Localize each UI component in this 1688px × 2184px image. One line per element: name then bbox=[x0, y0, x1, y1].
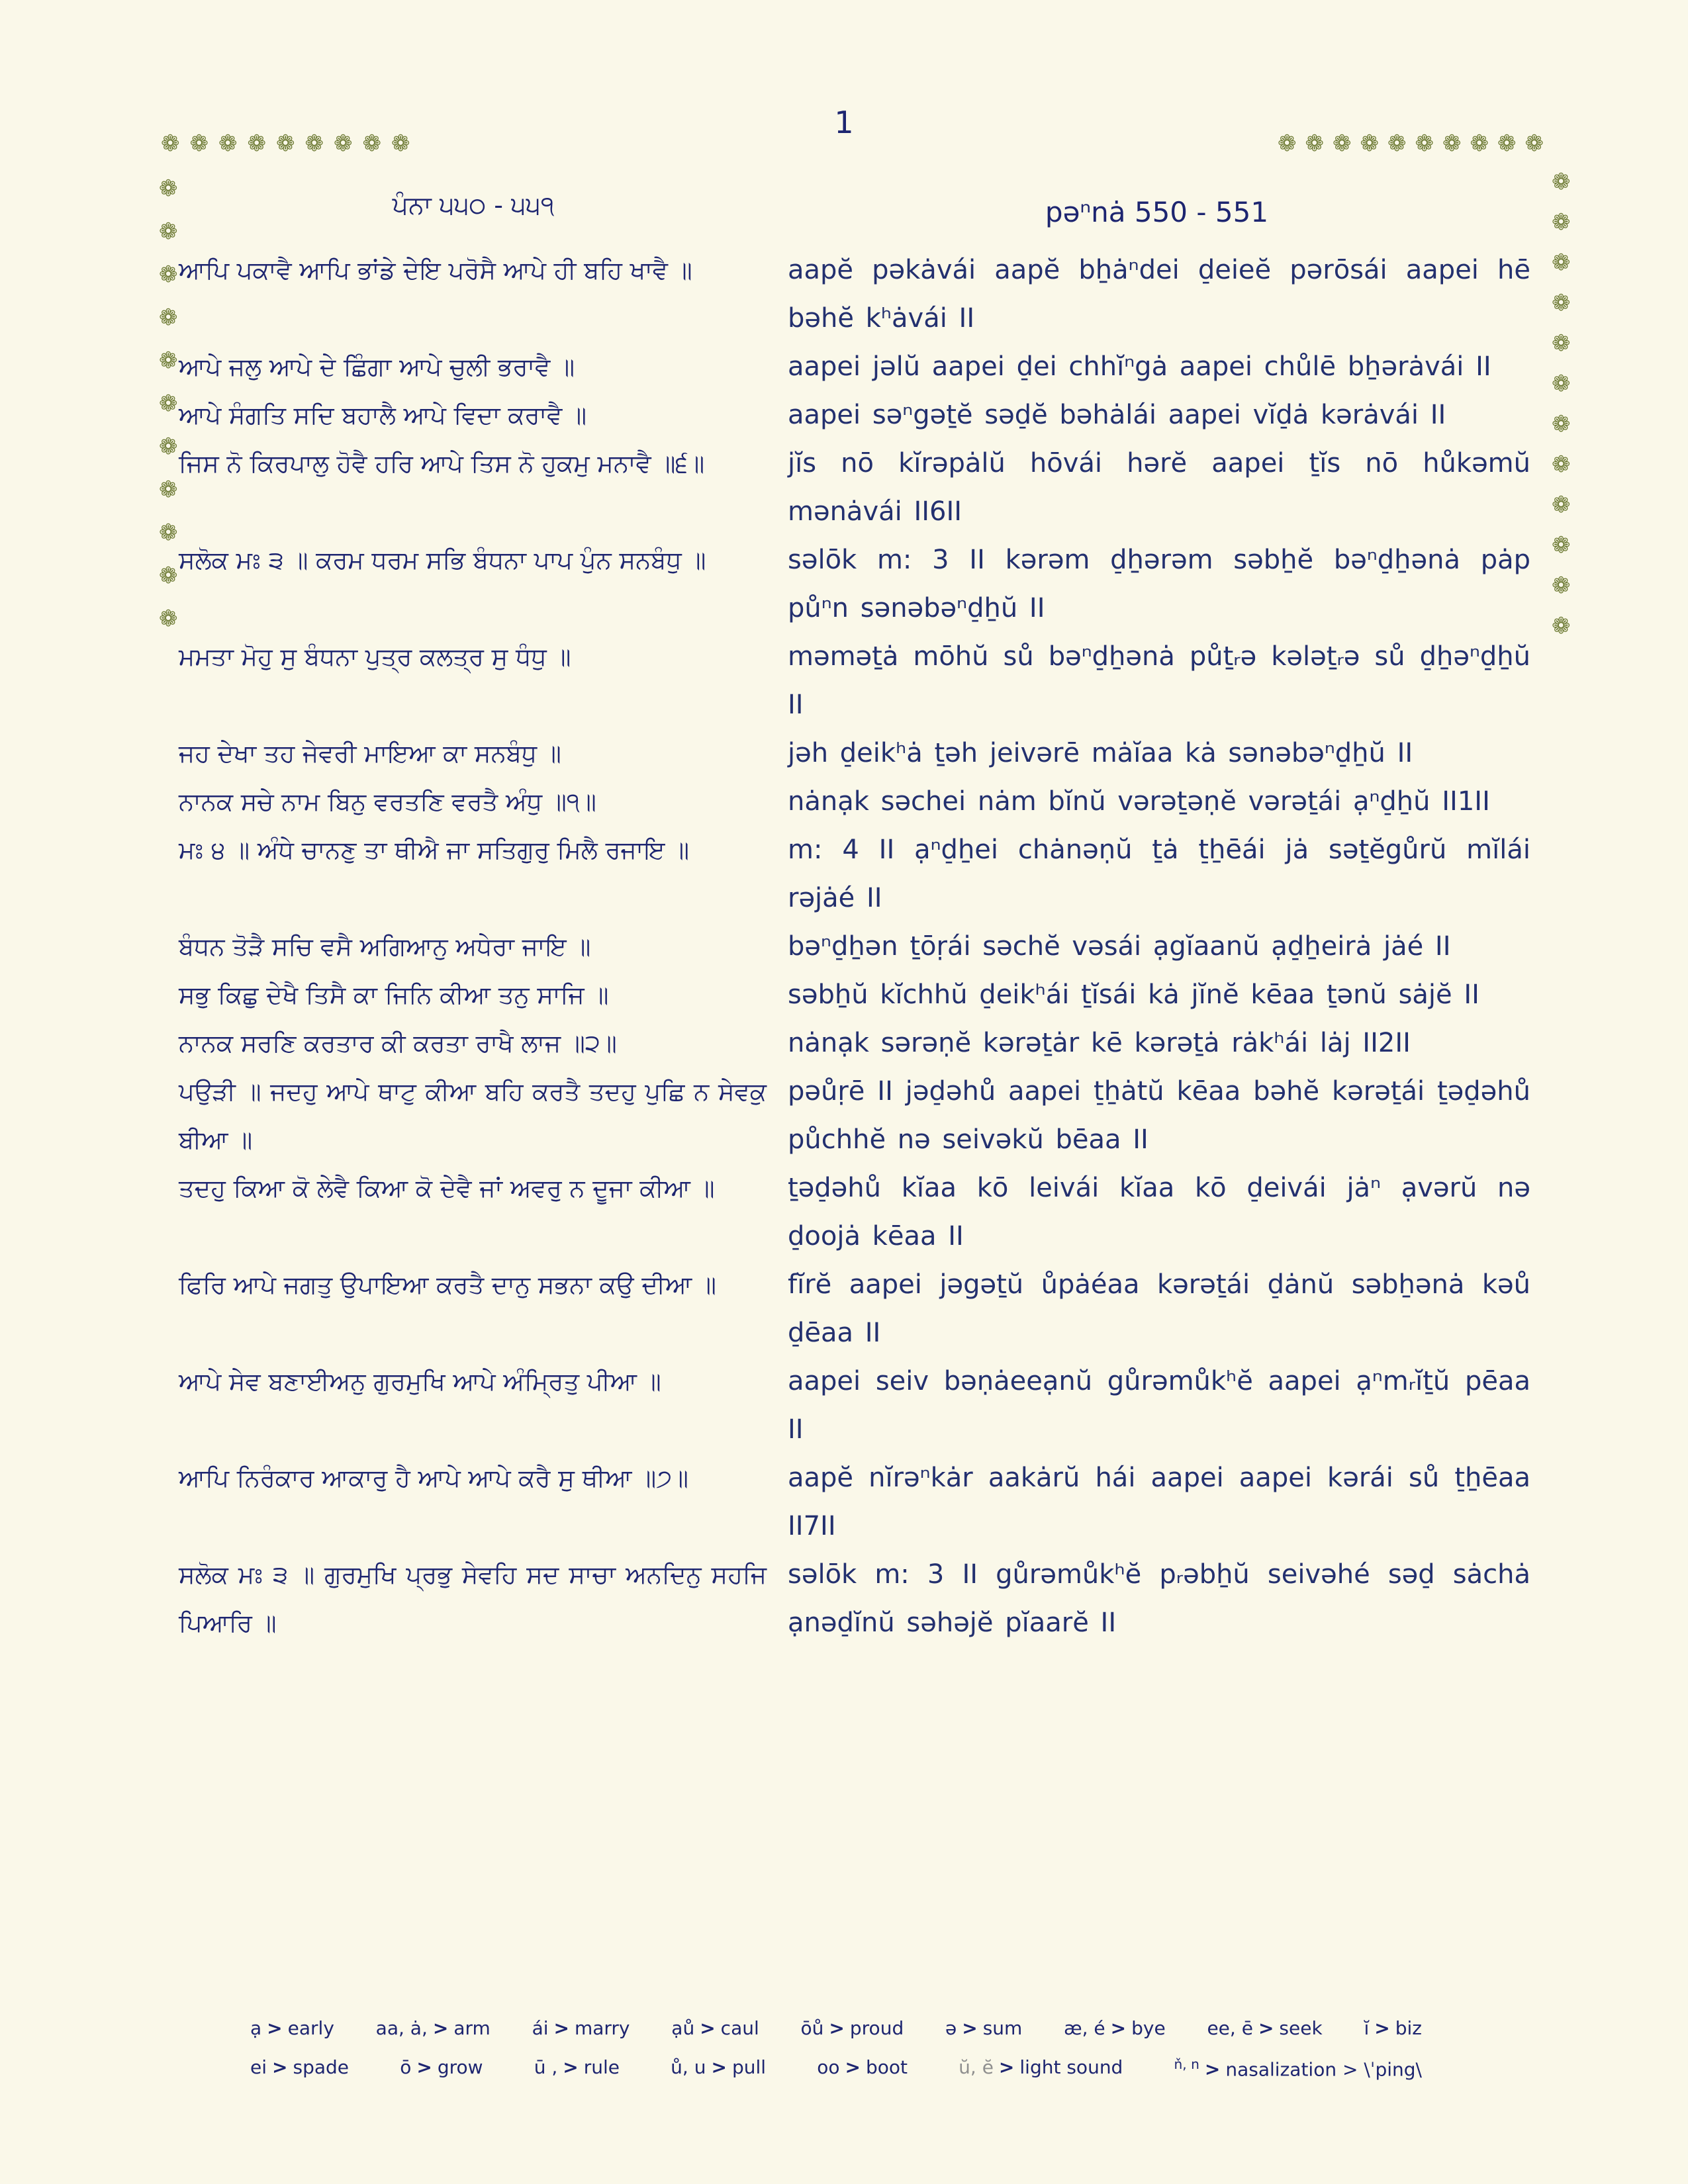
greater-than-separator: > bbox=[267, 2017, 283, 2039]
flower-border-left bbox=[159, 177, 178, 630]
verse-roman-text: səlōk m: 3 II gůrəmůkʰĕ pᵣəbẖŭ seivəhé səd̠ sȧchȧ ạnəd̠ĭnŭ səhəjĕ pĭaarĕ II bbox=[788, 1559, 1530, 1638]
flower-icon: ❁ bbox=[1552, 572, 1571, 599]
flower-icon: ❁ bbox=[1442, 130, 1462, 157]
pronunciation-key-item bbox=[534, 2056, 620, 2080]
pronunciation-key-item bbox=[671, 2056, 766, 2080]
verse-gurmukhi-text: ਬੰਧਨ ਤੋੜੈ ਸਚਿ ਵਸੈ ਅਗਿਆਨੁ ਅਧੇਰਾ ਜਾਇ ॥ bbox=[179, 933, 591, 961]
verse-roman-text: aapei jəlŭ aapei d̠ei chhĭⁿgȧ aapei chůlē bẖərȧvái II bbox=[788, 351, 1491, 382]
verse-row bbox=[179, 923, 1530, 971]
verse-roman-text: nȧnạk səchei nȧm bĭnŭ vərəṯəṇĕ vərəṯái ạⁿd̠ẖŭ II1II bbox=[788, 786, 1490, 817]
verse-roman-text: aapei seiv bəṇȧeeạnŭ gůrəmůkʰĕ aapei ạⁿmᵣĭṯŭ pēaa II bbox=[788, 1366, 1530, 1445]
greater-than-separator: > bbox=[272, 2056, 288, 2078]
verse-roman-text: aapei səⁿgəṯĕ səd̠ĕ bəhȧlái aapei vĭd̠ȧ kərȧvái II bbox=[788, 400, 1446, 430]
greater-than-separator: > bbox=[416, 2056, 432, 2078]
pronunciation-example-word: early bbox=[287, 2017, 334, 2039]
greater-than-separator: > bbox=[1204, 2058, 1221, 2081]
greater-than-separator: > bbox=[553, 2017, 569, 2039]
verse-row bbox=[179, 826, 1530, 923]
verse-roman-text: məməṯȧ mōhŭ sů bəⁿd̠ẖənȧ půṯᵣə kələṯᵣə sů d̠ẖəⁿd̠ẖŭ II bbox=[788, 641, 1530, 720]
verse-gurmukhi-text: ਆਪਿ ਪਕਾਵੈ ਆਪਿ ਭਾਂਡੇ ਦੇਇ ਪਰੋਸੈ ਆਪੇ ਹੀ ਬਹਿ ਖਾਵੈ ॥ bbox=[179, 256, 692, 285]
verse-row bbox=[179, 1019, 1530, 1068]
verse-roman-text: nȧnạk sərəṇĕ kərəṯȧr kē kərəṯȧ rȧkʰái lȧj II2II bbox=[788, 1028, 1411, 1058]
greater-than-separator: > bbox=[711, 2056, 727, 2078]
pronunciation-key-item bbox=[671, 2017, 759, 2039]
pronunciation-example-word: bye bbox=[1131, 2017, 1166, 2039]
verse-roman-text: səlōk m: 3 II kərəm d̠ẖərəm səbẖĕ bəⁿd̠ẖənȧ pȧp půⁿn sənəbəⁿd̠ẖŭ II bbox=[788, 545, 1530, 623]
pronunciation-key-item bbox=[817, 2056, 908, 2080]
verse-row bbox=[179, 1551, 1530, 1647]
verse-rows-container bbox=[179, 246, 1530, 1647]
pronunciation-key-item bbox=[250, 2056, 349, 2080]
flower-icon: ❁ bbox=[1305, 130, 1324, 157]
pronunciation-key-item bbox=[1174, 2056, 1422, 2080]
header-roman-panna: pəⁿnȧ 550 - 551 bbox=[1045, 196, 1269, 228]
flower-icon: ❁ bbox=[159, 477, 178, 503]
verse-gurmukhi-text: ਆਪੇ ਸੰਗਤਿ ਸਦਿ ਬਹਾਲੈ ਆਪੇ ਵਿਦਾ ਕਰਾਵੈ ॥ bbox=[179, 401, 587, 430]
flower-icon: ❁ bbox=[391, 130, 410, 157]
flower-icon: ❁ bbox=[1552, 451, 1571, 478]
flower-icon: ❁ bbox=[1552, 209, 1571, 236]
flower-icon: ❁ bbox=[159, 390, 178, 417]
pronunciation-symbol: ĭ bbox=[1364, 2017, 1370, 2039]
pronunciation-example-word: arm bbox=[453, 2017, 491, 2039]
greater-than-separator: > bbox=[962, 2017, 978, 2039]
verse-gurmukhi-text: ਸਲੋਕ ਮਃ ੩ ॥ ਕਰਮ ਧਰਮ ਸਭਿ ਬੰਧਨਾ ਪਾਪ ਪੁੰਨ ਸਨਬੰਧੁ ॥ bbox=[179, 546, 706, 574]
verse-row bbox=[179, 729, 1530, 778]
flower-icon: ❁ bbox=[1552, 250, 1571, 276]
verse-gurmukhi-text: ਨਾਨਕ ਸਰਣਿ ਕਰਤਾਰ ਕੀ ਕਰਤਾ ਰਾਖੈ ਲਾਜ ॥੨॥ bbox=[179, 1029, 617, 1058]
verse-gurmukhi-text: ਪਉੜੀ ॥ ਜਦਹੁ ਆਪੇ ਥਾਟੁ ਕੀਆ ਬਹਿ ਕਰਤੈ ਤਦਹੁ ਪੁਛਿ ਨ ਸੇਵਕੁ ਬੀਆ ॥ bbox=[179, 1077, 767, 1154]
pronunciation-symbol: ə bbox=[945, 2017, 957, 2039]
flower-icon: ❁ bbox=[159, 520, 178, 546]
pronunciation-example-word: grow bbox=[437, 2056, 483, 2078]
header-gurmukhi-panna: ਪੰਨਾ ੫੫੦ - ੫੫੧ bbox=[392, 191, 555, 220]
flower-icon: ❁ bbox=[159, 261, 178, 288]
verse-row bbox=[179, 1164, 1530, 1261]
pronunciation-example-word: biz bbox=[1395, 2017, 1422, 2039]
flower-icon: ❁ bbox=[1415, 130, 1434, 157]
flower-icon: ❁ bbox=[1552, 371, 1571, 397]
pronunciation-example-word: boot bbox=[865, 2056, 908, 2078]
greater-than-separator: > bbox=[829, 2017, 845, 2039]
greater-than-separator: > bbox=[700, 2017, 716, 2039]
flower-icon: ❁ bbox=[218, 130, 238, 157]
pronunciation-key-item bbox=[959, 2056, 1123, 2080]
greater-than-separator: > bbox=[432, 2017, 449, 2039]
verse-row bbox=[179, 971, 1530, 1019]
greater-than-separator: > bbox=[1258, 2017, 1274, 2039]
flower-icon: ❁ bbox=[1524, 130, 1544, 157]
verse-roman-text: aapĕ pəkȧvái aapĕ bẖȧⁿdei d̠eieĕ pərōsái aapei hē bəhĕ kʰȧvái II bbox=[788, 255, 1530, 334]
pronunciation-example-word: spade bbox=[293, 2056, 350, 2078]
flower-icon: ❁ bbox=[159, 563, 178, 589]
flower-icon: ❁ bbox=[1552, 532, 1571, 559]
pronunciation-symbol: ei bbox=[250, 2056, 267, 2078]
verse-roman-text: ṯəd̠əhů kĭaa kō leivái kĭaa kō d̠eivái jȧⁿ ạvərŭ nə d̠oojȧ kēaa II bbox=[788, 1173, 1530, 1251]
pronunciation-key-item bbox=[376, 2017, 491, 2039]
flower-icon: ❁ bbox=[362, 130, 381, 157]
pronunciation-example-word: light sound bbox=[1019, 2056, 1123, 2078]
pronunciation-symbol: ạ bbox=[250, 2017, 262, 2039]
verse-row bbox=[179, 246, 1530, 343]
flower-icon: ❁ bbox=[161, 130, 180, 157]
verse-gurmukhi-text: ਆਪੇ ਜਲੁ ਆਪੇ ਦੇ ਛਿੰਗਾ ਆਪੇ ਚੁਲੀ ਭਰਾਵੈ ॥ bbox=[179, 353, 575, 381]
pronunciation-symbol: ạů bbox=[671, 2017, 695, 2039]
flower-icon: ❁ bbox=[247, 130, 266, 157]
verse-roman-text: jĭs nō kĭrəpȧlŭ hōvái hərĕ aapei ṯĭs nō hůkəmŭ mənȧvái II6II bbox=[788, 448, 1530, 527]
flower-icon: ❁ bbox=[1552, 411, 1571, 437]
greater-than-separator: > bbox=[845, 2056, 861, 2078]
pronunciation-symbol: ee, ē bbox=[1207, 2017, 1253, 2039]
verse-roman-text: pəůṛē II jəd̠əhů aapei t̠ẖȧtŭ kēaa bəhĕ kərəṯái ṯəd̠əhů půchhĕ nə seivəkŭ bēaa II bbox=[788, 1076, 1530, 1155]
pronunciation-symbol: ň, n bbox=[1174, 2056, 1199, 2072]
pronunciation-key-item bbox=[1207, 2017, 1322, 2039]
pronunciation-key-item bbox=[1364, 2017, 1422, 2039]
flower-icon: ❁ bbox=[159, 218, 178, 245]
pronunciation-symbol: oo bbox=[817, 2056, 840, 2078]
pronunciation-key-item bbox=[801, 2017, 904, 2039]
flower-icon: ❁ bbox=[1360, 130, 1379, 157]
flower-icon: ❁ bbox=[1552, 330, 1571, 357]
pronunciation-symbol: æ, é bbox=[1064, 2017, 1105, 2039]
verse-row bbox=[179, 536, 1530, 633]
pronunciation-symbol: ái bbox=[532, 2017, 549, 2039]
flower-icon: ❁ bbox=[159, 606, 178, 632]
flower-icon: ❁ bbox=[334, 130, 353, 157]
pronunciation-key bbox=[250, 2017, 1422, 2097]
verse-row bbox=[179, 391, 1530, 439]
flower-icon: ❁ bbox=[1497, 130, 1517, 157]
verse-gurmukhi-text: ਜਿਸ ਨੋ ਕਿਰਪਾਲੁ ਹੋਵੈ ਹਰਿ ਆਪੇ ਤਿਸ ਨੋ ਹੁਕਮੁ ਮਨਾਵੈ ॥੬॥ bbox=[179, 449, 705, 478]
verse-row bbox=[179, 633, 1530, 729]
pronunciation-symbol: ō bbox=[400, 2056, 412, 2078]
pronunciation-example-word: sum bbox=[982, 2017, 1023, 2039]
flower-icon: ❁ bbox=[1552, 613, 1571, 639]
pronunciation-symbol: ů, u bbox=[671, 2056, 706, 2078]
verse-row bbox=[179, 439, 1530, 536]
verse-roman-text: səbẖŭ kĭchhŭ d̠eikʰái ṯĭsái kȧ jĭnĕ kēaa ṯənŭ sȧjĕ II bbox=[788, 979, 1479, 1010]
flower-icon: ❁ bbox=[1387, 130, 1407, 157]
pronunciation-example-word: nasalization > \ˈping\ bbox=[1225, 2058, 1422, 2081]
pronunciation-key-item bbox=[250, 2017, 334, 2039]
verse-gurmukhi-text: ਆਪੇ ਸੇਵ ਬਣਾਈਅਨੁ ਗੁਰਮੁਖਿ ਆਪੇ ਅੰਮ੍ਰਿਤੁ ਪੀਆ ॥ bbox=[179, 1367, 661, 1396]
verse-gurmukhi-text: ਸਲੋਕ ਮਃ ੩ ॥ ਗੁਰਮੁਖਿ ਪ੍ਰਭੁ ਸੇਵਹਿ ਸਦ ਸਾਚਾ ਅਨਦਿਨੁ ਸਹਜਿ ਪਿਆਰਿ ॥ bbox=[179, 1561, 767, 1637]
greater-than-separator: > bbox=[1110, 2017, 1127, 2039]
verse-gurmukhi-text: ਫਿਰਿ ਆਪੇ ਜਗਤੁ ਉਪਾਇਆ ਕਰਤੈ ਦਾਨੁ ਸਭਨਾ ਕਉ ਦੀਆ ॥ bbox=[179, 1271, 716, 1299]
verse-roman-text: jəh d̠eikʰȧ ṯəh jeivərē mȧĭaa kȧ sənəbəⁿd̠ẖŭ II bbox=[788, 738, 1413, 768]
pronunciation-key-item bbox=[945, 2017, 1022, 2039]
pronunciation-example-word: marry bbox=[574, 2017, 630, 2039]
pronunciation-symbol: ŭ, ĕ bbox=[959, 2056, 994, 2078]
pronunciation-key-row-2 bbox=[250, 2056, 1422, 2080]
flower-icon: ❁ bbox=[159, 347, 178, 374]
flower-icon: ❁ bbox=[305, 130, 324, 157]
flower-icon: ❁ bbox=[1333, 130, 1352, 157]
verse-roman-text: bəⁿd̠ẖən ṯōṛái səchĕ vəsái ạgĭaanŭ ạd̠ẖeirȧ jȧé II bbox=[788, 931, 1451, 962]
pronunciation-symbol: ū , bbox=[534, 2056, 558, 2078]
verse-gurmukhi-text: ਤਦਹੁ ਕਿਆ ਕੋ ਲੇਵੈ ਕਿਆ ਕੋ ਦੇਵੈ ਜਾਂ ਅਵਰੁ ਨ ਦੂਜਾ ਕੀਆ ॥ bbox=[179, 1174, 715, 1203]
flower-icon: ❁ bbox=[276, 130, 295, 157]
flower-icon: ❁ bbox=[1552, 290, 1571, 316]
verse-roman-text: m: 4 II ạⁿd̠ẖei chȧnəṇŭ ṯȧ t̠ẖēái jȧ səṯĕgůrŭ mĭlái rəjȧé II bbox=[788, 835, 1530, 913]
pronunciation-example-word: seek bbox=[1279, 2017, 1323, 2039]
pronunciation-symbol: aa, ȧ, bbox=[375, 2017, 428, 2039]
verse-row bbox=[179, 1068, 1530, 1164]
pronunciation-key-item bbox=[1064, 2017, 1166, 2039]
verse-gurmukhi-text: ਆਪਿ ਨਿਰੰਕਾਰ ਆਕਾਰੁ ਹੈ ਆਪੇ ਆਪੇ ਕਰੈ ਸੁ ਥੀਆ ॥੭॥ bbox=[179, 1464, 689, 1492]
flower-border-top-right bbox=[1278, 132, 1544, 155]
pronunciation-example-word: proud bbox=[849, 2017, 904, 2039]
verse-row bbox=[179, 778, 1530, 826]
verse-gurmukhi-text: ਨਾਨਕ ਸਚੇ ਨਾਮ ਬਿਨੁ ਵਰਤਣਿ ਵਰਤੈ ਅੰਧੁ ॥੧॥ bbox=[179, 788, 596, 816]
flower-icon: ❁ bbox=[1470, 130, 1489, 157]
flower-icon: ❁ bbox=[159, 304, 178, 331]
pronunciation-example-word: caul bbox=[720, 2017, 759, 2039]
verse-gurmukhi-text: ਜਹ ਦੇਖਾ ਤਹ ਜੇਵਰੀ ਮਾਇਆ ਕਾ ਸਨਬੰਧੁ ॥ bbox=[179, 739, 561, 768]
flower-icon: ❁ bbox=[189, 130, 209, 157]
verse-gurmukhi-text: ਮਃ ੪ ॥ ਅੰਧੇ ਚਾਨਣੁ ਤਾ ਥੀਐ ਜਾ ਸਤਿਗੁਰੁ ਮਿਲੈ ਰਜਾਇ ॥ bbox=[179, 836, 690, 864]
pronunciation-key-row-1 bbox=[250, 2017, 1422, 2039]
pronunciation-example-word: pull bbox=[731, 2056, 767, 2078]
pronunciation-example-word: rule bbox=[583, 2056, 620, 2078]
greater-than-separator: > bbox=[998, 2056, 1015, 2078]
flower-icon: ❁ bbox=[1278, 130, 1297, 157]
verse-gurmukhi-text: ਸਭੁ ਕਿਛੁ ਦੇਖੈ ਤਿਸੈ ਕਾ ਜਿਨਿ ਕੀਆ ਤਨੁ ਸਾਜਿ ॥ bbox=[179, 981, 609, 1009]
flower-icon: ❁ bbox=[159, 175, 178, 202]
pronunciation-key-item bbox=[532, 2017, 630, 2039]
greater-than-separator: > bbox=[1374, 2017, 1390, 2039]
page-number: 1 bbox=[834, 105, 854, 140]
verse-row bbox=[179, 343, 1530, 391]
verse-roman-text: fĭrĕ aapei jəgəṯŭ ůpȧéaa kərəṯái d̠ȧnŭ səbẖənȧ kəů d̠ēaa II bbox=[788, 1269, 1530, 1348]
flower-icon: ❁ bbox=[1552, 492, 1571, 518]
flower-icon: ❁ bbox=[1552, 169, 1571, 195]
flower-icon: ❁ bbox=[159, 433, 178, 460]
verse-gurmukhi-text: ਮਮਤਾ ਮੋਹੁ ਸੁ ਬੰਧਨਾ ਪੁਤ੍ਰ ਕਲਤ੍ਰ ਸੁ ਧੰਧੁ ॥ bbox=[179, 643, 571, 671]
verse-roman-text: aapĕ nĭrəⁿkȧr aakȧrŭ hái aapei aapei kərái sů t̠ẖēaa II7II bbox=[788, 1463, 1530, 1541]
pronunciation-symbol: ōů bbox=[800, 2017, 824, 2039]
flower-border-right bbox=[1552, 171, 1571, 637]
verse-row bbox=[179, 1357, 1530, 1454]
greater-than-separator: > bbox=[563, 2056, 579, 2078]
verse-row bbox=[179, 1454, 1530, 1551]
pronunciation-key-item bbox=[400, 2056, 483, 2080]
verse-row bbox=[179, 1261, 1530, 1357]
flower-border-top-left bbox=[161, 132, 410, 155]
